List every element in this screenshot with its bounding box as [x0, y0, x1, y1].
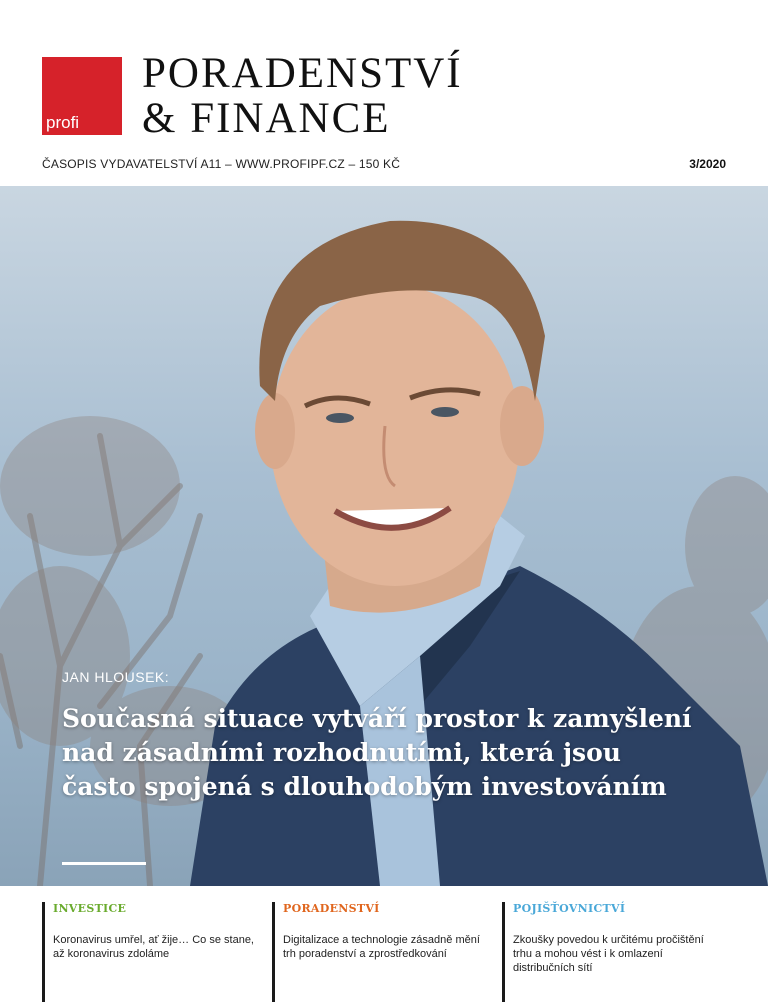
section-teasers	[0, 886, 768, 1002]
teaser-pojistovnictvi[interactable]	[502, 902, 722, 1002]
magazine-title-line-2: & FINANCE	[142, 95, 391, 142]
teaser-title: PORADENSTVÍ	[283, 902, 380, 915]
logo-text: profi	[46, 113, 80, 132]
teaser-investice[interactable]	[42, 902, 262, 1002]
teaser-text: Digitalizace a technologie zásadně mění trh poradenství a zprostředkování	[283, 934, 480, 960]
publisher-line: ČASOPIS VYDAVATELSTVÍ A11 – WWW.PROFIPF.CZ – 150 KČ	[42, 157, 401, 171]
teaser-text: Koronavirus umřel, ať žije… Co se stane, až koronavirus zdoláme	[53, 934, 254, 960]
masthead	[0, 0, 768, 186]
teaser-text: Zkoušky povedou k určitému pročištění trhu a mohou vést i k omlazení distribučních sítí	[513, 934, 704, 974]
teaser-title: INVESTICE	[53, 902, 127, 915]
headline-divider	[62, 862, 146, 865]
interview-name: JAN HLOUSEK:	[62, 669, 170, 685]
issue-number: 3/2020	[689, 157, 726, 171]
teaser-poradenstvi[interactable]	[272, 902, 492, 1002]
teaser-title: POJIŠŤOVNICTVÍ	[513, 902, 626, 915]
brand-logo	[42, 57, 122, 135]
cover-headline: Současná situace vytváří prostor k zamyšlení nad zásadními rozhodnutími, která jsou často spojená s dlouhodobým investováním	[62, 704, 692, 801]
magazine-title-line-1: PORADENSTVÍ	[142, 50, 463, 97]
